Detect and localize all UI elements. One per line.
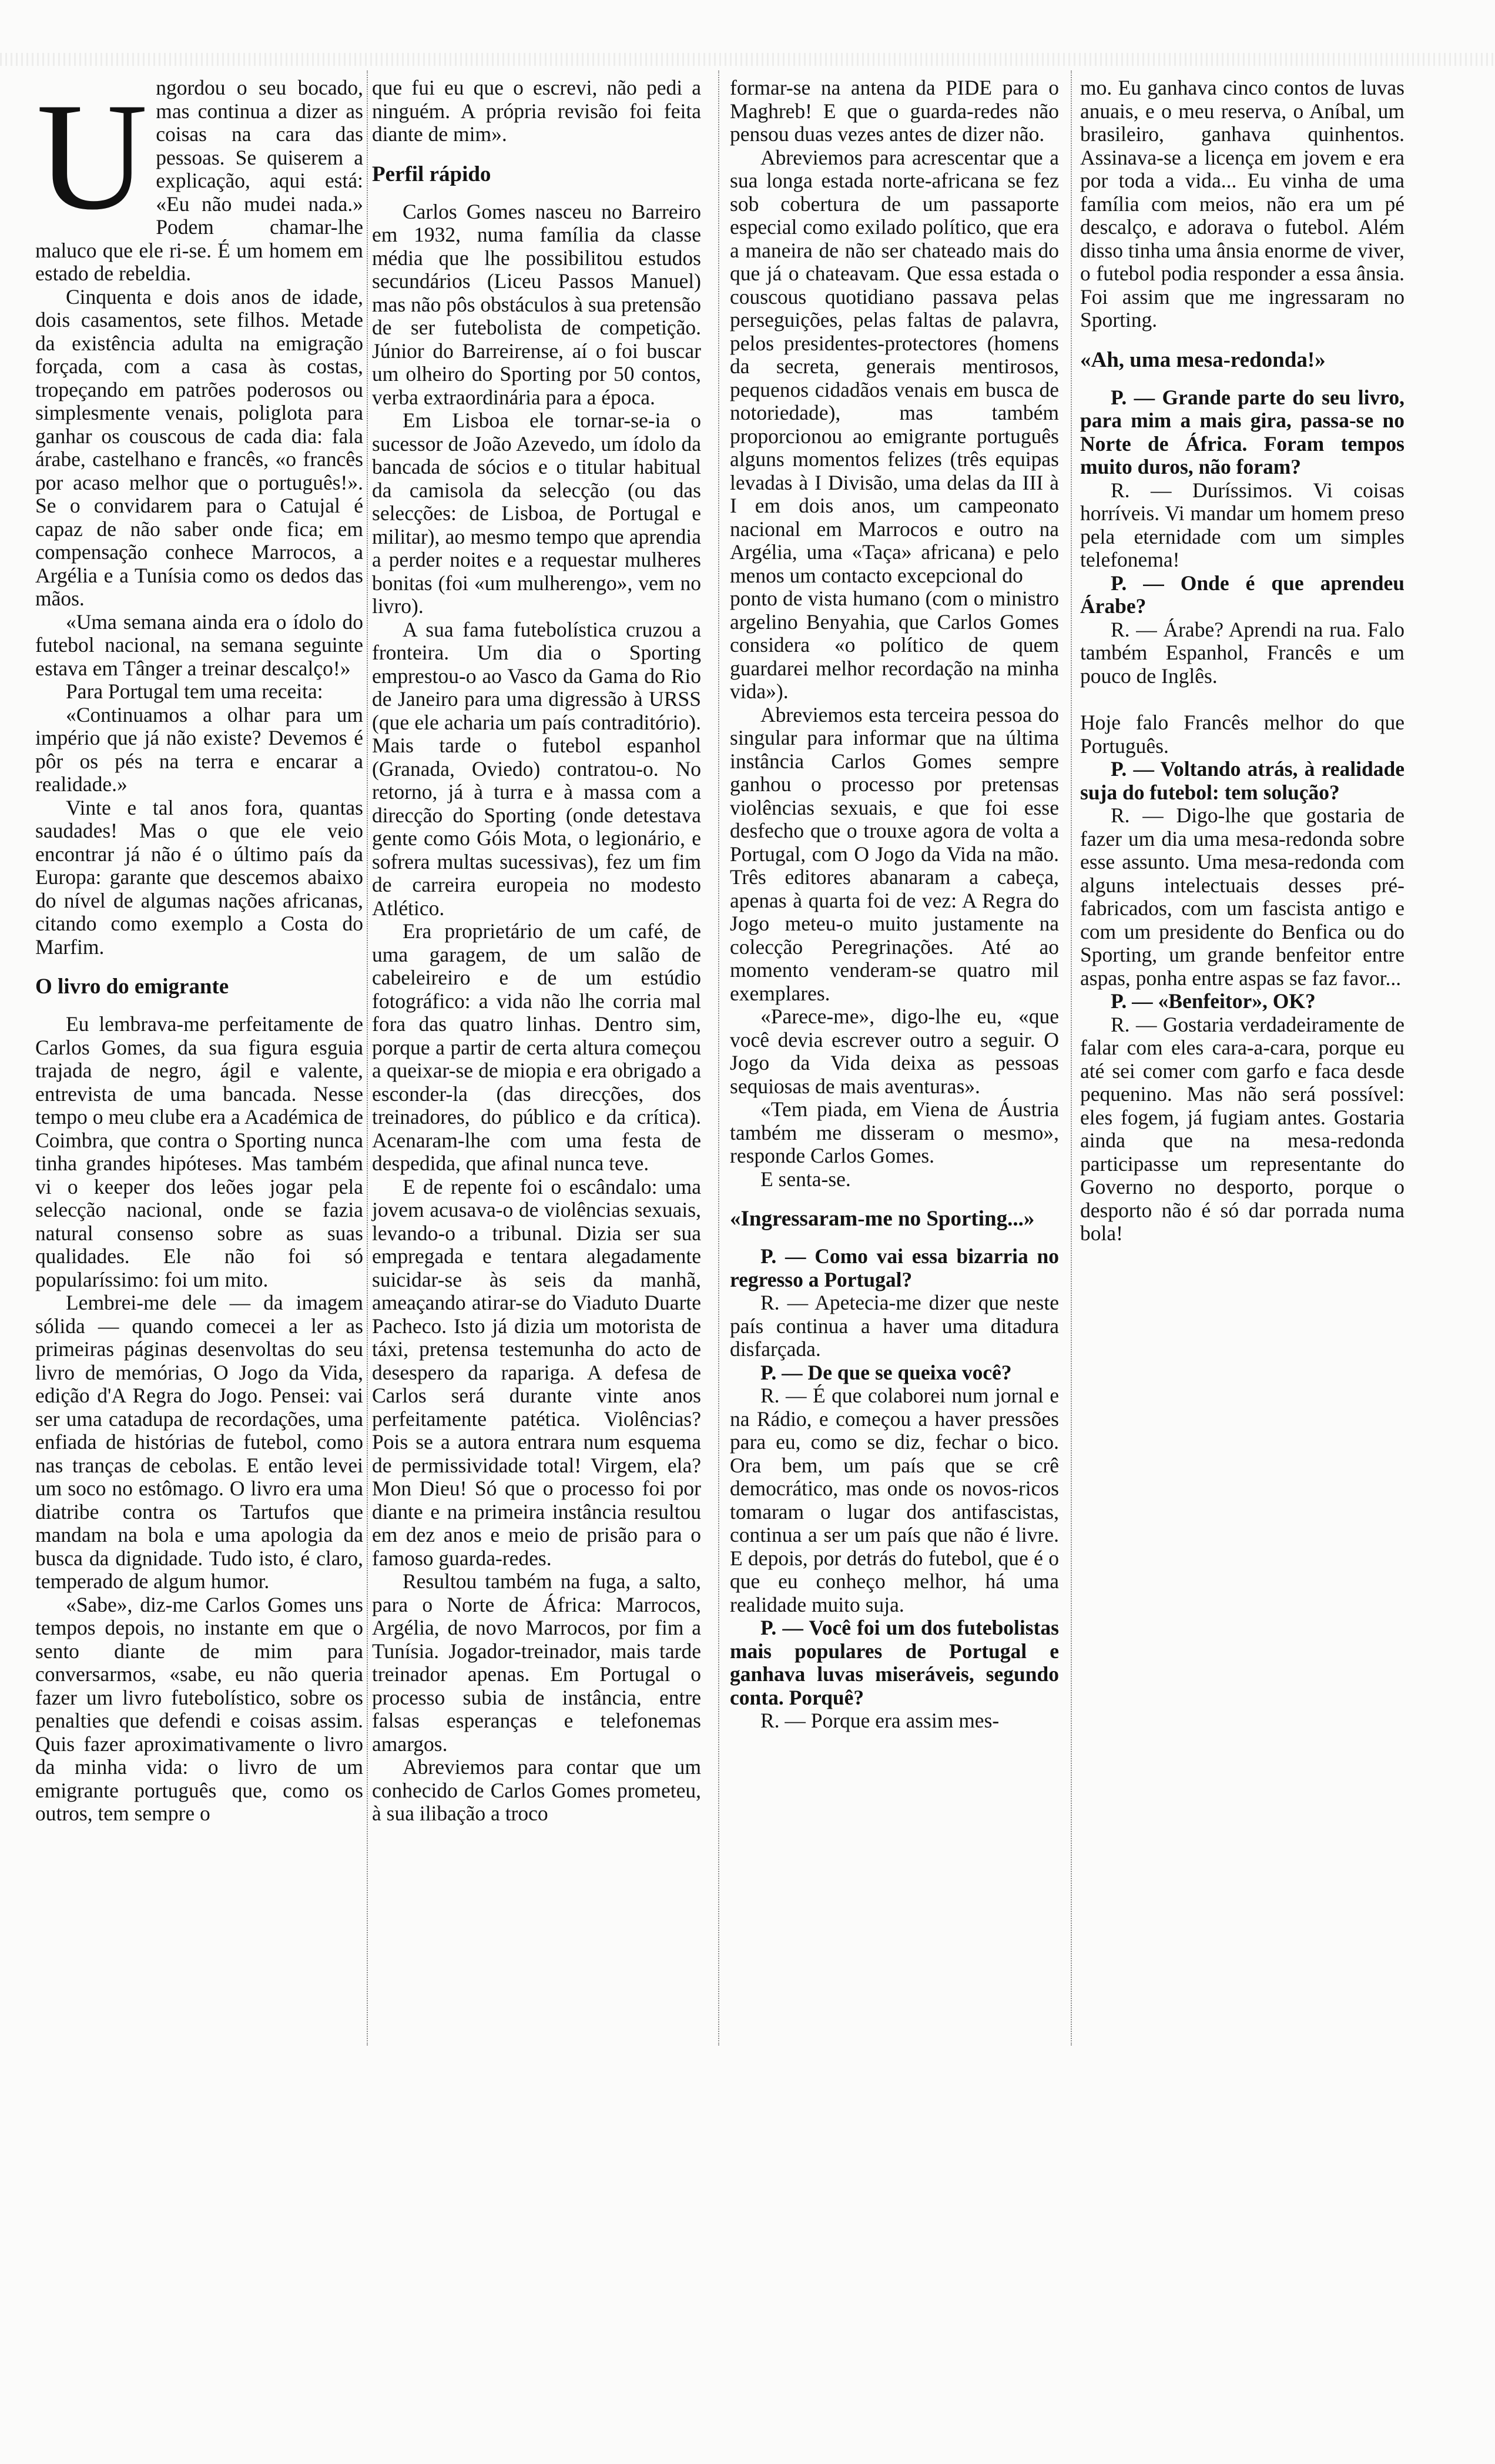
paragraph: Vinte e tal anos fora, quantas saudades! Mas o que ele veio encontrar já não é o último país da Europa: garante que descemos abaixo do nível de algumas nações africanas, citando como exemplo a Costa do Marfim.	[35, 795, 363, 959]
intro-paragraph: ngordou o seu bocado, mas continua a dizer as coisas na cara das pessoas. Se quiserem a explicação, aqui está: «Eu não mudei nada.» Podem chamar-lhe maluco que ele ri-se. É um homem em estado de rebeldia.	[35, 76, 363, 285]
article-column-3	[730, 76, 1059, 1733]
paragraph: mo. Eu ganhava cinco contos de luvas anuais, e o meu reserva, o Aníbal, um brasileiro, ganhava quinhentos. Assinava-se a licença em jovem e era por toda a vida... Eu vinha de uma família com meios, não era um pé descalço, e adorava o futebol. Além disso tinha uma ânsia enorme de viver, o futebol podia responder a essa ânsia. Foi assim que me ingressaram no Sporting.	[1080, 76, 1405, 332]
paragraph: que fui eu que o escrevi, não pedi a ninguém. A própria revisão foi feita diante de mim».	[372, 76, 701, 146]
paragraph: «Tem piada, em Viena de Áustria também me disseram o mesmo», responde Carlos Gomes.	[730, 1097, 1059, 1167]
paragraph: formar-se na antena da PIDE para o Maghreb! E que o guarda-redes não pensou duas vezes antes de dizer não.	[730, 76, 1059, 146]
interview-answer: R. — Duríssimos. Vi coisas horríveis. Vi mandar um homem preso pela eternidade com um simples telefonema!	[1080, 478, 1405, 571]
article-column-4	[1080, 76, 1405, 1246]
paragraph: E de repente foi o escândalo: uma jovem acusava-o de violências sexuais, levando-o a tribunal. Dizia ser sua empregada e tentara alegadamente suicidar-se às seis da manhã, ameaçando atirar-se do Viaduto Duarte Pacheco. Isto já dizia um motorista de táxi, pretensa testemunha do acto de desespero da rapariga. A defesa de Carlos será durante vinte anos perfeitamente patética. Violências? Pois se a autora entrara num esquema de permissividade total! Virgem, ela? Mon Dieu! Só que o processo foi por diante e na primeira instância resultou em dez anos e meio de prisão para o famoso guarda-redes.	[372, 1174, 701, 1570]
interview-answer: R. — É que colaborei num jornal e na Rádio, e começou a haver pressões para eu, como se diz, fechar o bico. Ora bem, um país que se crê democrático, mas onde os novos-ricos tomaram o lugar dos antifascistas, continua a ser um país que não é livre. E depois, por detrás do futebol, que é o que eu conheço melhor, há uma realidade muito suja.	[730, 1384, 1059, 1616]
paragraph: «Parece-me», digo-lhe eu, «que você devia escrever outro a seguir. O Jogo da Vida deixa as pessoas sequiosas de mais aventuras».	[730, 1005, 1059, 1098]
interview-answer: R. — Porque era assim mes-	[760, 1709, 1000, 1732]
column-rule	[1071, 71, 1072, 2045]
paragraph: Carlos Gomes nasceu no Barreiro em 1932, numa família da classe média que lhe possibilitou estudos secundários (Liceu Passos Manuel) mas não pôs obstáculos à sua pretensão de ser futebolista de competição. Júnior do Barreirense, aí o foi buscar um olheiro do Sporting por 50 contos, verba extraordinária para a época.	[372, 199, 701, 409]
interview-question: P. — Onde é que aprendeu Árabe?	[1080, 571, 1405, 618]
paragraph: Em Lisboa ele tornar-se-ia o sucessor de João Azevedo, um ídolo da bancada de sócios e o titular habitual da camisola da selecção (ou das selecções: de Lisboa, de Portugal e militar), ao mesmo tempo que aprendia a perder noites e a requestar mulheres bonitas (foi «um mulherengo», vem no livro).	[372, 409, 701, 618]
interview-question: P. — De que se queixa você?	[760, 1360, 1012, 1384]
paragraph: Abreviemos para contar que um conhecido de Carlos Gomes prometeu, à sua ilibação a troco	[372, 1755, 701, 1825]
column-rule	[718, 71, 719, 2045]
drop-cap: U	[36, 71, 148, 242]
article-column-2	[372, 76, 701, 1826]
paragraph: «Continuamos a olhar para um império que já não existe? Devemos é pôr os pés na terra e encarar a realidade.»	[35, 702, 363, 796]
paragraph: «Sabe», diz-me Carlos Gomes uns tempos depois, no instante em que o sento diante de mim para conversarmos, «sabe, eu não queria fazer um livro futebolístico, sobre os penalties que defendi e coisas assim. Quis fazer aproximativamente o livro da minha vida: o livro de um emigrante português que, como os outros, tem sempre o	[35, 1592, 363, 1825]
section-heading: O livro do emigrante	[35, 975, 229, 999]
interview-question: P. — Voltando atrás, à realidade suja do futebol: tem solução?	[1080, 757, 1405, 804]
interview-answer: Hoje falo Francês melhor do que Português.	[1080, 711, 1405, 758]
paragraph: Era proprietário de um café, de uma garagem, de um salão de cabeleireiro e de um estúdio fotográfico: a vida não lhe corria mal fora das quatro linhas. Dentro sim, porque a partir de certa altura começou a queixar-se de miopia e era obrigado a esconder-la (das direcções, dos treinadores, do público e da crítica). Acenaram-lhe com uma festa de despedida, que afinal nunca teve.	[372, 919, 701, 1175]
paragraph: Para Portugal tem uma receita:	[66, 679, 323, 703]
interview-answer: R. — Árabe? Aprendi na rua. Falo também Espanhol, Francês e um pouco de Inglês.	[1080, 617, 1405, 688]
page-edge-noise	[0, 53, 1495, 66]
article-column-1	[35, 71, 363, 1826]
interview-question: P. — Como vai essa bizarria no regresso a Portugal?	[730, 1244, 1059, 1291]
paragraph: Eu lembrava-me perfeitamente de Carlos Gomes, da sua figura esguia trajada de negro, ágil e valente, entrevista de uma bancada. Nesse tempo o meu clube era a Académica de Coimbra, que contra o Sporting nunca tinha grandes hipóteses. Mas também vi o keeper dos leões jogar pela selecção nacional, onde se fazia natural consenso sobre as suas qualidades. Ele não foi só popularíssimo: foi um mito.	[35, 1012, 363, 1291]
paragraph: Cinquenta e dois anos de idade, dois casamentos, sete filhos. Metade da existência adulta na emigração forçada, com a casa às costas, tropeçando em patrões poderosos ou simplesmente venais, poliglota para ganhar os couscous de cada dia: fala árabe, castelhano e francês, «o francês por acaso melhor que o português!». Se o convidarem para o Catujal é capaz de não saber onde fica; em compensação conhece Marrocos, a Argélia e a Tunísia como os dedos das mãos.	[35, 284, 363, 610]
section-heading: «Ah, uma mesa-redonda!»	[1080, 347, 1326, 372]
interview-answer: R. — Apetecia-me dizer que neste país continua a haver uma ditadura disfarçada.	[730, 1291, 1059, 1361]
paragraph: Abreviemos esta terceira pessoa do singular para informar que na última instância Carlos Gomes sempre ganhou o processo por pretensas violências sexuais, e que foi esse desfecho que o trouxe agora de volta a Portugal, com O Jogo da Vida na mão. Três editores abanaram a cabeça, apenas à quarta foi de vez: A Regra do Jogo meteu-o muito justamente na colecção Peregrinações. Até ao momento venderam-se quatro mil exemplares.	[730, 702, 1059, 1005]
paragraph: Lembrei-me dele — da imagem sólida — quando comecei a ler as primeiras páginas desenvoltas do seu livro de memórias, O Jogo da Vida, edição d'A Regra do Jogo. Pensei: vai ser uma catadupa de recordações, uma enfiada de histórias de futebol, como nas tranças de cebolas. E então levei um soco no estômago. O livro era uma diatribe contra os Tartufos que mandam na bola e uma apologia da busca da dignidade. Tudo isto, é claro, temperado de algum humor.	[35, 1291, 363, 1593]
section-heading: Perfil rápido	[372, 162, 491, 186]
interview-answer: R. — Gostaria verdadeiramente de falar com eles cara-a-cara, porque eu até sei comer com garfo e faca desde pequenino. Mas não será possível: eles fogem, já fugiam antes. Gostaria ainda que na mesa-redonda participasse um representante do Governo no desporto, porque o desporto não é só dar porrada numa bola!	[1080, 1012, 1405, 1245]
paragraph: «Uma semana ainda era o ídolo do futebol nacional, na semana seguinte estava em Tânger a treinar descalço!»	[35, 610, 363, 680]
column-rule	[367, 71, 368, 2045]
interview-question: P. — «Benfeitor», OK?	[1111, 989, 1316, 1013]
paragraph: A sua fama futebolística cruzou a fronteira. Um dia o Sporting emprestou-o ao Vasco da Gama do Rio de Janeiro para uma digressão à URSS (que ele acharia um país contraditório). Mais tarde o futebol espanhol (Granada, Oviedo) contratou-o. No retorno, já à turra e à massa com a direcção do Sporting (onde detestava gente como Góis Mota, o legionário, e sofrera multas sucessivas), fez um fim de carreira europeia no modesto Atlético.	[372, 617, 701, 920]
interview-answer: R. — Digo-lhe que gostaria de fazer um dia uma mesa-redonda sobre esse assunto. Uma mesa-redonda com alguns intelectuais desses pré-fabricados, com um fascista antigo e com um presidente do Benfica ou do Sporting, um grande benfeitor entre aspas, ponha entre aspas se faz favor...	[1080, 804, 1405, 990]
section-heading: «Ingressaram-me no Sporting...»	[730, 1207, 1035, 1231]
paragraph: ponto de vista humano (com o ministro argelino Benyahia, que Carlos Gomes considera «o político de quem guardarei melhor recordação na minha vida»).	[730, 587, 1059, 703]
paragraph: Abreviemos para acrescentar que a sua longa estada norte-africana se fez sob cobertura de um passaporte especial como exilado político, que era a maneira de não ser chateado mais do que já o chateavam. Que essa estada o couscous quotidiano passava pelas perseguições, pelas faltas de palavra, pelos presidentes-protectores (homens da secreta, generais mentirosos, pequenos cidadãos venais em busca de notoriedade), mas também proporcionou ao emigrante português alguns momentos felizes (três equipas levadas à I Divisão, uma delas da III à I em dois anos, um campeonato nacional em Marrocos e outro na Argélia, uma «Taça» africana) e pelo menos um contacto excepcional do	[730, 145, 1059, 587]
interview-question: P. — Você foi um dos futebolistas mais populares de Portugal e ganhava luvas miseráveis, segundo conta. Porquê?	[730, 1616, 1059, 1709]
paragraph: Resultou também na fuga, a salto, para o Norte de África: Marrocos, Argélia, de novo Marrocos, por fim a Tunísia. Jogador-treinador, mais tarde treinador apenas. Em Portugal o processo subia de instância, entre falsas esperanças e telefonemas amargos.	[372, 1569, 701, 1756]
spacer	[1080, 688, 1405, 711]
paragraph: E senta-se.	[760, 1167, 851, 1191]
interview-question: P. — Grande parte do seu livro, para mim a mais gira, passa-se no Norte de África. Foram tempos muito duros, não foram?	[1080, 385, 1405, 478]
